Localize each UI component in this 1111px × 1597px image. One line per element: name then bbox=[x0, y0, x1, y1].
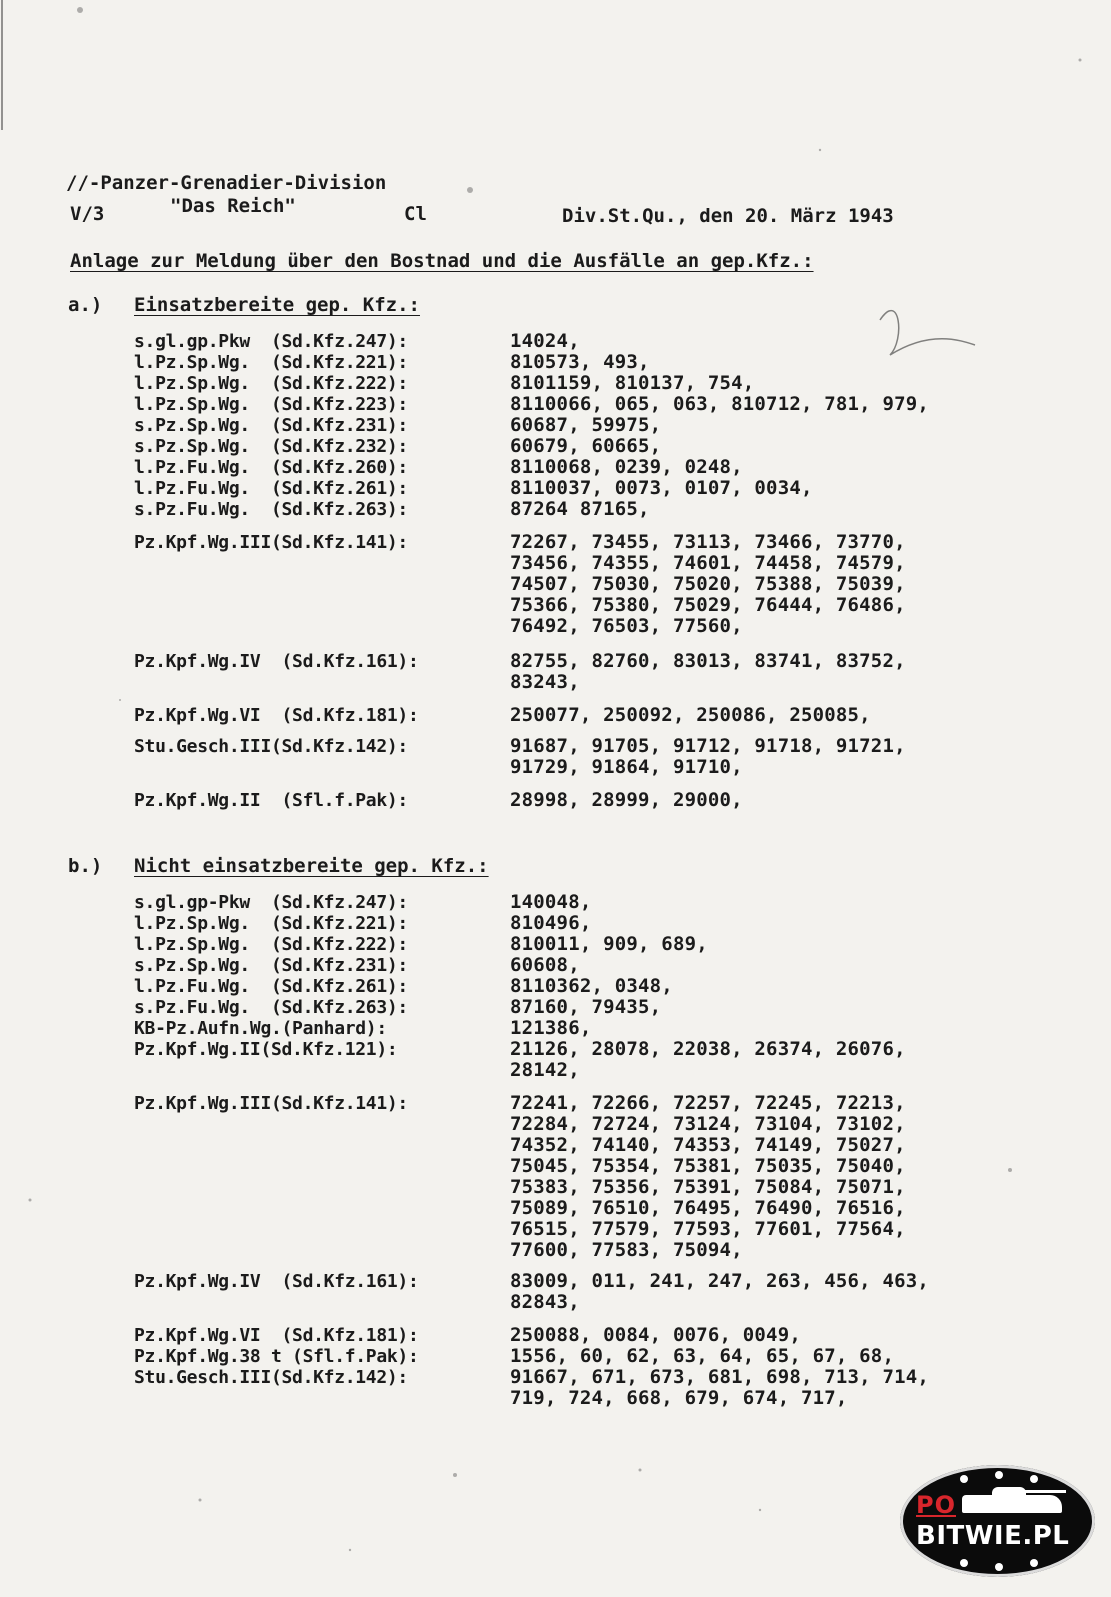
vehicle-type-label: Pz.Kpf.Wg.38 t (Sfl.f.Pak): bbox=[134, 1346, 419, 1367]
vehicle-serial-numbers: 810573, 493, bbox=[510, 351, 650, 373]
vehicle-serial-numbers: 87264 87165, bbox=[510, 498, 650, 520]
vehicle-type-label: Pz.Kpf.Wg.IV (Sd.Kfz.161): bbox=[134, 1271, 419, 1292]
vehicle-serial-numbers: 140048, bbox=[510, 891, 592, 913]
vehicle-serial-numbers: 82755, 82760, 83013, 83741, 83752, 83243, bbox=[510, 650, 906, 693]
vehicle-type-label: l.Pz.Fu.Wg. (Sd.Kfz.260): bbox=[134, 457, 408, 478]
reference-code: V/3 bbox=[70, 203, 105, 225]
unit-name: //-Panzer-Grenadier-Division bbox=[66, 172, 387, 194]
vehicle-type-label: s.Pz.Sp.Wg. (Sd.Kfz.231): bbox=[134, 415, 408, 436]
vehicle-type-label: Pz.Kpf.Wg.VI (Sd.Kfz.181): bbox=[134, 1325, 419, 1346]
division-name: "Das Reich" bbox=[170, 195, 296, 217]
vehicle-serial-numbers: 72241, 72266, 72257, 72245, 72213, 72284, 72724, 73124, 73104, 73102, 74352, 74140, 74353, 74149, 75027, 75045, 75354, 75381, 75035, 75040, 75383, 75356, 75391, 75084, 75071, 75089, 76510, 76495, 76490, 76516, 76515, 77579, 77593, 77601, 77564, 77600, 77583, 75094, bbox=[510, 1092, 906, 1261]
vehicle-serial-numbers: 91667, 671, 673, 681, 698, 713, 714, 719, 724, 668, 679, 674, 717, bbox=[510, 1366, 930, 1409]
vehicle-type-label: Pz.Kpf.Wg.II(Sd.Kfz.121): bbox=[134, 1039, 398, 1060]
vehicle-type-label: l.Pz.Sp.Wg. (Sd.Kfz.222): bbox=[134, 373, 408, 394]
place-date: Div.St.Qu., den 20. März 1943 bbox=[562, 205, 894, 227]
watermark-brand-bottom: BITWIE.PL bbox=[916, 1521, 1070, 1551]
vehicle-serial-numbers: 8110362, 0348, bbox=[510, 975, 673, 997]
classification-code: Cl bbox=[404, 203, 427, 225]
vehicle-type-label: Pz.Kpf.Wg.III(Sd.Kfz.141): bbox=[134, 1093, 408, 1114]
vehicle-type-label: s.Pz.Sp.Wg. (Sd.Kfz.232): bbox=[134, 436, 408, 457]
section-a-title: Einsatzbereite gep. Kfz.: bbox=[134, 294, 420, 316]
vehicle-type-label: l.Pz.Fu.Wg. (Sd.Kfz.261): bbox=[134, 478, 408, 499]
vehicle-serial-numbers: 83009, 011, 241, 247, 263, 456, 463, 82843, bbox=[510, 1270, 930, 1313]
section-b-marker: b.) bbox=[68, 855, 103, 877]
vehicle-serial-numbers: 250088, 0084, 0076, 0049, bbox=[510, 1324, 801, 1346]
vehicle-type-label: s.Pz.Fu.Wg. (Sd.Kfz.263): bbox=[134, 997, 408, 1018]
vehicle-serial-numbers: 8110037, 0073, 0107, 0034, bbox=[510, 477, 813, 499]
vehicle-type-label: s.gl.gp.Pkw (Sd.Kfz.247): bbox=[134, 331, 408, 352]
tank-icon bbox=[962, 1495, 1062, 1513]
vehicle-serial-numbers: 28998, 28999, 29000, bbox=[510, 789, 743, 811]
vehicle-type-label: l.Pz.Sp.Wg. (Sd.Kfz.221): bbox=[134, 913, 408, 934]
vehicle-type-label: Pz.Kpf.Wg.VI (Sd.Kfz.181): bbox=[134, 705, 419, 726]
vehicle-serial-numbers: 14024, bbox=[510, 330, 580, 352]
vehicle-type-label: s.gl.gp-Pkw (Sd.Kfz.247): bbox=[134, 892, 408, 913]
vehicle-type-label: l.Pz.Sp.Wg. (Sd.Kfz.223): bbox=[134, 394, 408, 415]
vehicle-serial-numbers: 60687, 59975, bbox=[510, 414, 662, 436]
vehicle-type-label: Pz.Kpf.Wg.IV (Sd.Kfz.161): bbox=[134, 651, 419, 672]
document-subject: Anlage zur Meldung über den Bostnad und die Ausfälle an gep.Kfz.: bbox=[70, 250, 814, 272]
vehicle-serial-numbers: 1556, 60, 62, 63, 64, 65, 67, 68, bbox=[510, 1345, 895, 1367]
vehicle-type-label: Stu.Gesch.III(Sd.Kfz.142): bbox=[134, 1367, 408, 1388]
vehicle-type-label: l.Pz.Fu.Wg. (Sd.Kfz.261): bbox=[134, 976, 408, 997]
vehicle-type-label: Pz.Kpf.Wg.II (Sfl.f.Pak): bbox=[134, 790, 408, 811]
vehicle-serial-numbers: 21126, 28078, 22038, 26374, 26076, 28142, bbox=[510, 1038, 906, 1081]
vehicle-serial-numbers: 810496, bbox=[510, 912, 592, 934]
vehicle-type-label: l.Pz.Sp.Wg. (Sd.Kfz.222): bbox=[134, 934, 408, 955]
watermark-brand-top: PO bbox=[916, 1491, 956, 1519]
vehicle-type-label: s.Pz.Fu.Wg. (Sd.Kfz.263): bbox=[134, 499, 408, 520]
vehicle-type-label: s.Pz.Sp.Wg. (Sd.Kfz.231): bbox=[134, 955, 408, 976]
watermark-logo bbox=[900, 1465, 1095, 1577]
vehicle-type-label: Pz.Kpf.Wg.III(Sd.Kfz.141): bbox=[134, 532, 408, 553]
vehicle-serial-numbers: 121386, bbox=[510, 1017, 592, 1039]
section-a-marker: a.) bbox=[68, 294, 103, 316]
vehicle-serial-numbers: 72267, 73455, 73113, 73466, 73770, 73456, 74355, 74601, 74458, 74579, 74507, 75030, 75020, 75388, 75039, 75366, 75380, 75029, 76444, 76486, 76492, 76503, 77560, bbox=[510, 531, 906, 637]
vehicle-serial-numbers: 87160, 79435, bbox=[510, 996, 662, 1018]
vehicle-serial-numbers: 91687, 91705, 91712, 91718, 91721, 91729, 91864, 91710, bbox=[510, 735, 906, 778]
vehicle-type-label: l.Pz.Sp.Wg. (Sd.Kfz.221): bbox=[134, 352, 408, 373]
vehicle-serial-numbers: 60608, bbox=[510, 954, 580, 976]
vehicle-serial-numbers: 8110068, 0239, 0248, bbox=[510, 456, 743, 478]
vehicle-serial-numbers: 250077, 250092, 250086, 250085, bbox=[510, 704, 871, 726]
vehicle-type-label: KB-Pz.Aufn.Wg.(Panhard): bbox=[134, 1018, 387, 1039]
vehicle-serial-numbers: 8101159, 810137, 754, bbox=[510, 372, 755, 394]
vehicle-serial-numbers: 810011, 909, 689, bbox=[510, 933, 708, 955]
vehicle-serial-numbers: 60679, 60665, bbox=[510, 435, 662, 457]
vehicle-type-label: Stu.Gesch.III(Sd.Kfz.142): bbox=[134, 736, 408, 757]
section-b-title: Nicht einsatzbereite gep. Kfz.: bbox=[134, 855, 489, 877]
vehicle-serial-numbers: 8110066, 065, 063, 810712, 781, 979, bbox=[510, 393, 930, 415]
